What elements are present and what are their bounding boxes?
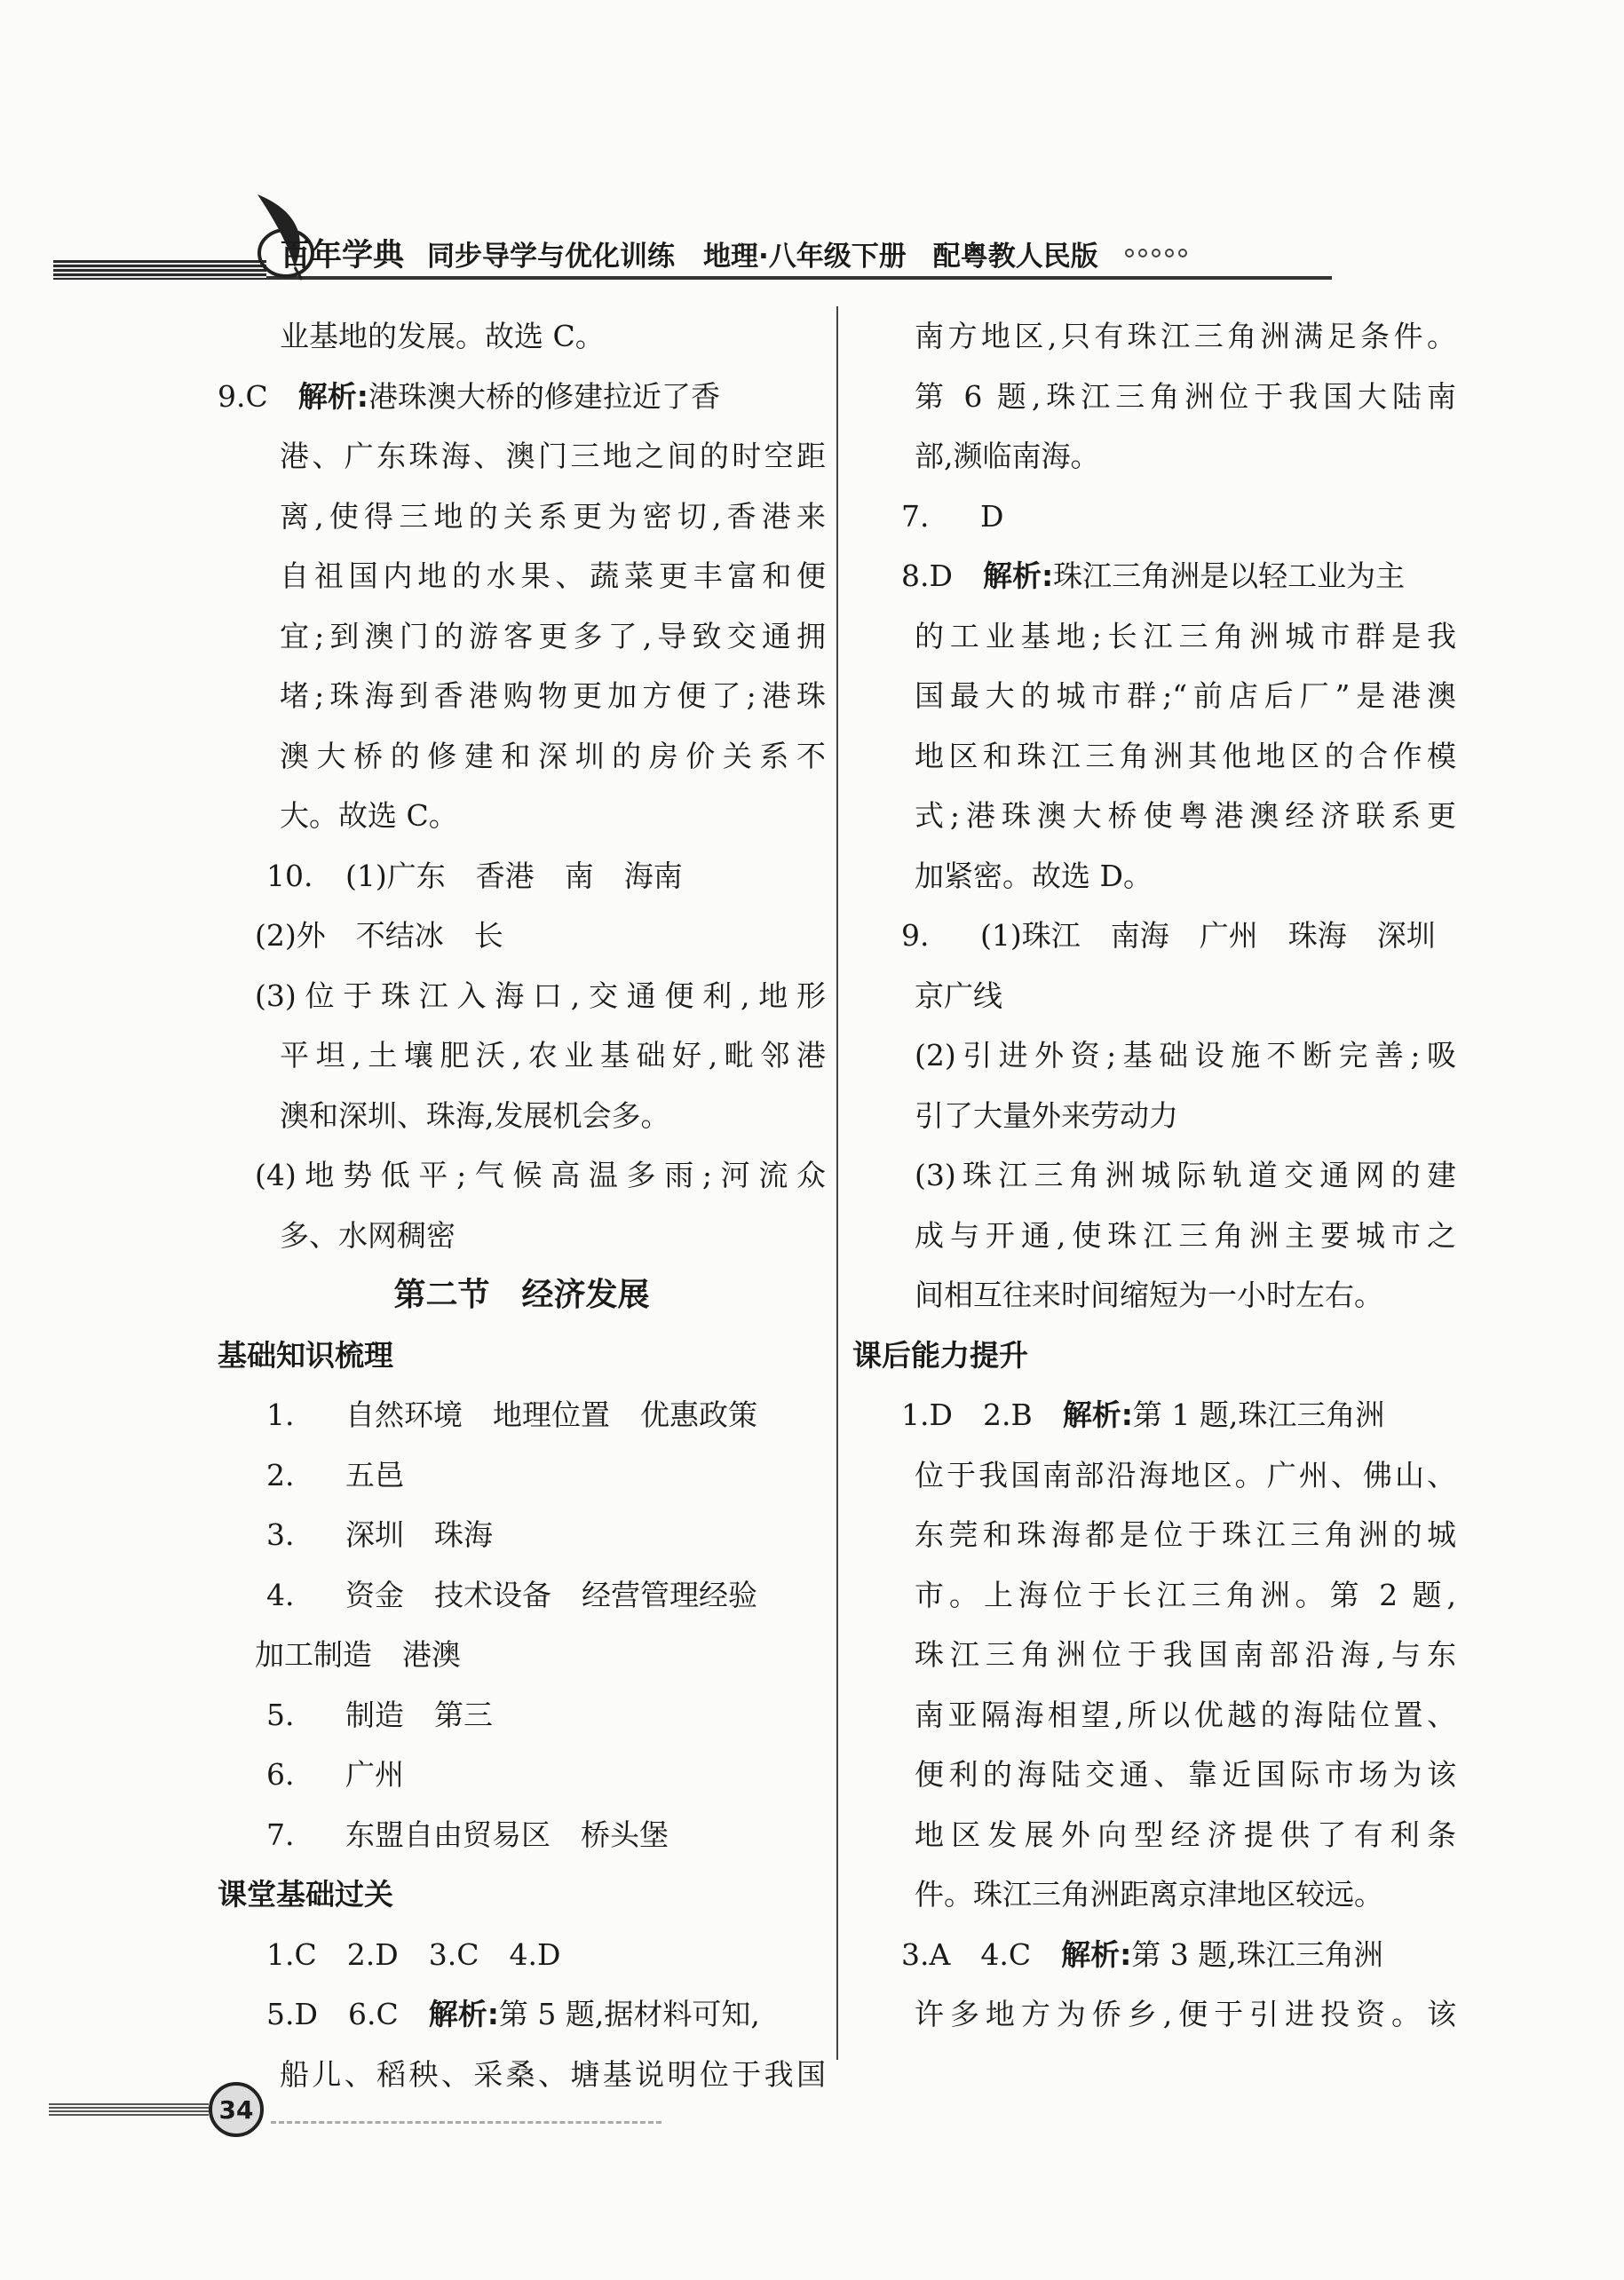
answer-text: 宜;到澳门的游客更多了,导致交通拥 (280, 618, 826, 653)
answer-line (218, 1745, 826, 1805)
answer-line (218, 1685, 826, 1746)
answer-text: 澳大桥的修建和深圳的房价关系不 (280, 738, 826, 773)
answer-item: 南海 (1110, 918, 1169, 953)
question-number: 8.D (901, 558, 953, 593)
answer-line (218, 1086, 826, 1146)
column-divider (836, 306, 838, 2060)
question-number: 7. (266, 1817, 295, 1852)
answer-text: 珠江三角洲位于我国南部沿海,与东 (915, 1637, 1456, 1672)
answer-line (218, 1984, 826, 2045)
answer-item: 2.D (346, 1936, 399, 1972)
answer-line (218, 487, 826, 547)
series-name: 同步导学与优化训练 (427, 240, 676, 273)
footer-rule (49, 2103, 209, 2116)
answer-line (852, 666, 1456, 726)
answer-line (852, 1445, 1456, 1506)
question-number: 3.A (901, 1936, 951, 1972)
answer-text: 珠江三角洲是以轻工业为主 (1053, 558, 1406, 593)
answer-item: 3.C (428, 1936, 479, 1972)
answer-line (852, 1145, 1456, 1206)
answer-item: 海南 (623, 858, 683, 893)
subject-name: 地理·八年级下册 (703, 240, 907, 273)
answer-line (218, 846, 826, 906)
answer-line (852, 846, 1456, 906)
page-footer (49, 2082, 626, 2153)
answer-line (852, 1265, 1456, 1326)
analysis-label: 解析: (1061, 1936, 1132, 1972)
question-number: 3. (266, 1517, 295, 1552)
answer-item: 不结冰 (355, 918, 444, 953)
answer-line (218, 1206, 826, 1266)
answer-item: 广州 (345, 1757, 404, 1792)
answer-text: 自祖国内地的水果、蔬菜更丰富和便 (280, 558, 826, 593)
analysis-label: 解析: (297, 378, 368, 414)
answer-item: 广州 (1199, 918, 1258, 953)
answer-line (218, 1565, 826, 1626)
answer-item: 制造 (345, 1697, 404, 1732)
answer-line (852, 606, 1456, 667)
answer-text: 加紧密。故选 D。 (915, 858, 1153, 893)
answer-item: 资金 (345, 1577, 404, 1612)
answer-text: 许多地方为侨乡,便于引进投资。该 (915, 1997, 1456, 2031)
answer-text: 堵;珠海到香港购物更加方便了;港珠 (280, 678, 826, 713)
answer-text: 成与开通,使珠江三角洲主要城市之 (915, 1217, 1456, 1253)
answer-item: 东盟自由贸易区 (345, 1817, 551, 1852)
answer-item: 五邑 (345, 1457, 404, 1492)
answer-text: 市。上海位于长江三角洲。第 2 题, (915, 1577, 1456, 1612)
answer-item: 长 (473, 918, 503, 953)
question-number: 1.D (901, 1397, 953, 1432)
answer-line (852, 426, 1456, 487)
subsection-heading: 课堂基础过关 (218, 1877, 393, 1912)
subsection-heading: 课后能力提升 (852, 1337, 1028, 1373)
answer-text: 大。故选 C。 (280, 798, 458, 833)
answer-line (852, 906, 1456, 966)
answer-item: 4.D (509, 1936, 561, 1972)
answer-line (218, 606, 826, 667)
answer-line (218, 306, 826, 367)
answer-text: (3)位于珠江入海口,交通便利,地形 (255, 978, 826, 1013)
answer-item: 珠海 (1287, 918, 1347, 953)
question-number: 6. (266, 1757, 295, 1792)
edition-name: 配粤教人民版 (932, 240, 1098, 273)
answer-text: 引了大量外来劳动力 (915, 1097, 1178, 1133)
question-number: 4. (266, 1577, 295, 1612)
answer-item: 地理位置 (493, 1397, 610, 1432)
answer-line (852, 487, 1456, 547)
header-rule-thin (266, 276, 1332, 280)
answer-line (218, 786, 826, 846)
question-number: 5.D (266, 1997, 318, 2031)
right-column (852, 306, 1456, 2045)
answer-line (218, 1625, 826, 1685)
answer-line (852, 306, 1456, 367)
answer-line (218, 367, 826, 427)
answer-line (852, 786, 1456, 846)
answer-line (852, 1385, 1456, 1445)
answer-line (852, 1745, 1456, 1805)
answer-item: 南 (564, 858, 594, 893)
answer-text: 间相互往来时间缩短为一小时左右。 (915, 1278, 1383, 1312)
answer-line (852, 1025, 1456, 1086)
answer-item: 第三 (434, 1697, 493, 1732)
answer-item: 6.C (347, 1997, 399, 2031)
answer-text: 业基地的发展。故选 C。 (280, 319, 605, 353)
answer-line (218, 1445, 826, 1506)
answer-line (218, 426, 826, 487)
answer-item: 深圳 (1376, 918, 1436, 953)
answer-item: 经营管理经验 (582, 1577, 757, 1612)
question-number: 2. (266, 1457, 295, 1492)
question-number: 1. (266, 1397, 295, 1432)
answer-text: 南亚隔海相望,所以优越的海陆位置、 (915, 1697, 1456, 1732)
answer-text: 港、广东珠海、澳门三地之间的时空距 (280, 439, 826, 473)
answer-item: 桥头堡 (581, 1817, 669, 1852)
answer-line (852, 1864, 1456, 1925)
answer-text: 澳和深圳、珠海,发展机会多。 (280, 1097, 670, 1133)
answer-item: 港澳 (402, 1637, 461, 1672)
question-number: 7. (901, 498, 930, 534)
answer-line (218, 1025, 826, 1086)
decorative-dots-icon (1125, 249, 1187, 257)
answer-text: 地区发展外向型经济提供了有利条 (915, 1817, 1456, 1852)
answer-text: 船儿、稻秧、采桑、塘基说明位于我国 (280, 2056, 826, 2092)
answer-line (852, 966, 1456, 1026)
answer-text: 南方地区,只有珠江三角洲满足条件。 (915, 319, 1456, 353)
answer-text: 国最大的城市群;“前店后厂”是港澳 (915, 678, 1456, 713)
analysis-label: 解析: (1062, 1397, 1133, 1432)
answer-item: 优惠政策 (640, 1397, 757, 1432)
answer-text: 便利的海陆交通、靠近国际市场为该 (915, 1757, 1456, 1792)
answer-item: 4.C (980, 1936, 1032, 1972)
answer-line (218, 1925, 826, 1985)
analysis-label: 解析: (982, 558, 1054, 593)
page-number: 34 (209, 2082, 264, 2137)
answer-text: 港珠澳大桥的修建拉近了香 (368, 378, 720, 414)
answer-item: (2)外 (255, 918, 326, 953)
answer-line (218, 1505, 826, 1565)
answer-item: 珠海 (434, 1517, 493, 1552)
answer-text: (4)地势低平;气候高温多雨;河流众 (255, 1158, 826, 1192)
left-column (218, 306, 826, 2104)
header-title-row (280, 234, 1187, 273)
answer-text: 东莞和珠海都是位于珠江三角洲的城 (915, 1517, 1456, 1552)
answer-item: (1)珠江 (980, 918, 1081, 953)
answer-text: 京广线 (915, 978, 1002, 1013)
answer-text: 式;港珠澳大桥使粤港澳经济联系更 (915, 798, 1456, 833)
answer-line (852, 1925, 1456, 1985)
question-number: 5. (266, 1697, 295, 1732)
answer-text: 平坦,土壤肥沃,农业基础好,毗邻港 (280, 1038, 826, 1073)
answer-item: (1)广东 (345, 858, 446, 893)
answer-item: 香港 (475, 858, 535, 893)
answer-line (852, 1565, 1456, 1626)
question-number: 1.C (266, 1936, 317, 1972)
footer-dashed-line (271, 2121, 661, 2124)
answer-text: 部,濒临南海。 (915, 439, 1100, 473)
question-number: 9. (901, 918, 930, 953)
answer-text: 多、水网稠密 (280, 1217, 456, 1253)
section-title: 第二节 经济发展 (393, 1277, 650, 1313)
answer-line (852, 1984, 1456, 2045)
answer-text: 位于我国南部沿海地区。广州、佛山、 (915, 1457, 1456, 1492)
answer-item: 自然环境 (345, 1397, 463, 1432)
brand-name: 百年学典 (280, 238, 405, 273)
question-number: 10. (266, 858, 313, 893)
answer-line (852, 1685, 1456, 1746)
answer-line (218, 726, 826, 787)
answer-line (852, 1505, 1456, 1565)
answer-item: 2.B (982, 1397, 1033, 1432)
answer-line (218, 666, 826, 726)
answer-line (852, 367, 1456, 427)
answer-line (218, 546, 826, 606)
answer-line (218, 966, 826, 1026)
answer-item: 加工制造 (255, 1637, 372, 1672)
answer-line (218, 1385, 826, 1445)
analysis-label: 解析: (428, 1997, 499, 2031)
page-header (53, 191, 1332, 289)
answer-item: 技术设备 (434, 1577, 551, 1612)
answer-text: 地区和珠江三角洲其他地区的合作模 (915, 738, 1456, 773)
header-rule-thick (53, 260, 266, 280)
answer-item: D (980, 498, 1004, 534)
subsection-heading: 基础知识梳理 (218, 1337, 393, 1373)
answer-text: 的工业基地;长江三角洲城市群是我 (915, 618, 1456, 653)
answer-text: 第 3 题,珠江三角洲 (1131, 1936, 1383, 1972)
answer-text: 第 6 题,珠江三角洲位于我国大陆南 (915, 378, 1456, 414)
answer-text: (2)引进外资;基础设施不断完善;吸 (915, 1038, 1456, 1073)
answer-text: (3)珠江三角洲城际轨道交通网的建 (915, 1158, 1456, 1192)
answer-line (852, 1206, 1456, 1266)
answer-text: 离,使得三地的关系更为密切,香港来 (280, 498, 826, 534)
answer-item: 深圳 (345, 1517, 404, 1552)
answer-line (218, 1805, 826, 1865)
answer-text: 第 5 题,据材料可知, (498, 1997, 760, 2031)
answer-line (852, 1625, 1456, 1685)
answer-line (852, 546, 1456, 606)
question-number: 9.C (218, 378, 268, 414)
answer-line (218, 1145, 826, 1206)
answer-text: 第 1 题,珠江三角洲 (1132, 1397, 1385, 1432)
answer-text: 件。珠江三角洲距离京津地区较远。 (915, 1877, 1383, 1912)
answer-line (852, 1805, 1456, 1865)
answer-line (852, 726, 1456, 787)
answer-line (852, 1086, 1456, 1146)
answer-line (218, 906, 826, 966)
